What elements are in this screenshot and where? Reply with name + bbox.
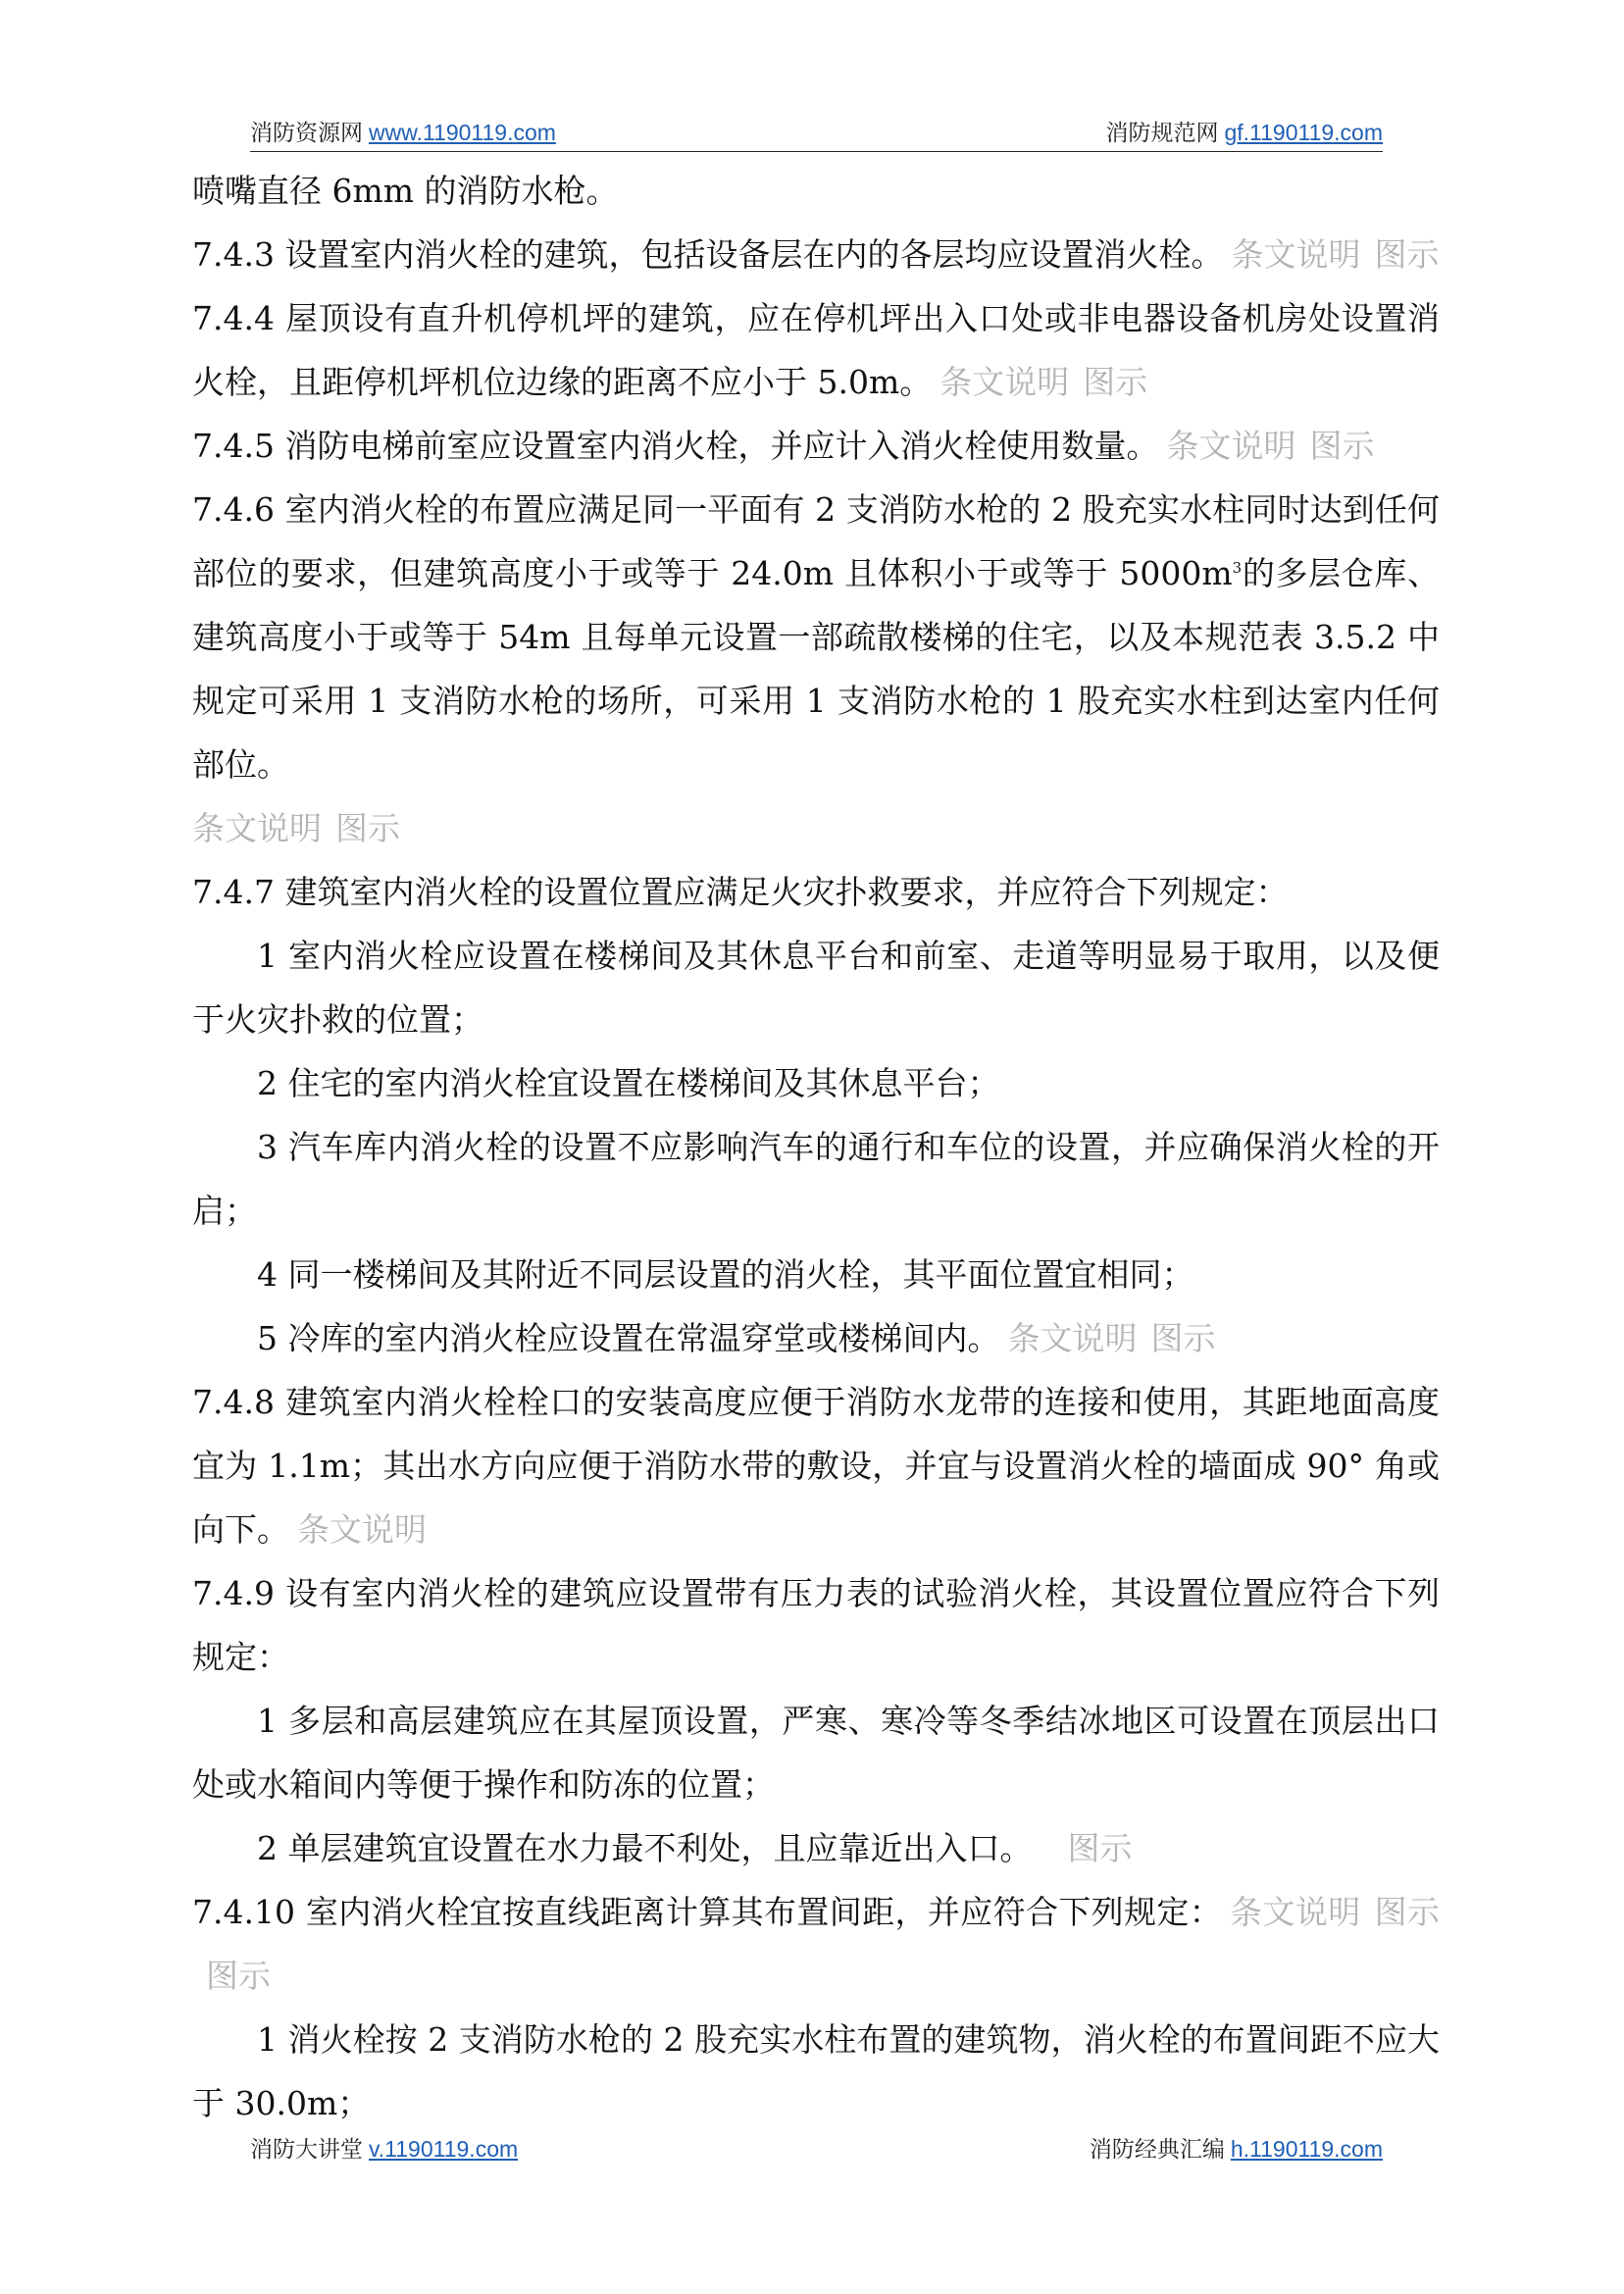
clause-7-4-10-item-1: 1 消火栓按 2 支消防水枪的 2 股充实水柱布置的建筑物，消火栓的布置间距不应大于 30.0m；	[192, 2020, 1440, 2122]
diagram-link[interactable]: 图示	[1083, 363, 1148, 401]
footer-right-link[interactable]: h.1190119.com	[1230, 2136, 1383, 2162]
diagram-link[interactable]: 图示	[1374, 1893, 1441, 1931]
diagram-link[interactable]: 图示	[1309, 427, 1375, 465]
explanation-link[interactable]: 条文说明	[192, 809, 322, 847]
clause-7-4-8: 7.4.8 建筑室内消火栓栓口的安装高度应便于消防水龙带的连接和使用，其距地面高度宜为 1.1m；其出水方向应便于消防水带的敷设，并宜与设置消火栓的墙面成 90° 角或向下。 条文说明	[192, 1383, 1440, 1549]
header-right	[1105, 118, 1383, 148]
clause-7-4-10: 7.4.10 室内消火栓宜按直线距离计算其布置间距，并应符合下列规定： 条文说明 图示图示	[192, 1893, 1441, 1995]
clause-7-4-5: 7.4.5 消防电梯前室应设置室内消火栓，并应计入消火栓使用数量。 条文说明 图示	[192, 427, 1375, 465]
page-header	[250, 118, 1383, 152]
footer-left-site-name: 消防大讲堂	[250, 2137, 363, 2163]
diagram-link[interactable]: 图示	[1374, 235, 1440, 274]
page-footer	[250, 2134, 1383, 2167]
diagram-link[interactable]: 图示	[1150, 1319, 1216, 1357]
clause-7-4-9-item-1: 1 多层和高层建筑应在其屋顶设置，严寒、寒冷等冬季结冰地区可设置在顶层出口处或水箱间内等便于操作和防冻的位置；	[192, 1702, 1440, 1804]
paragraph-continuation: 喷嘴直径 6mm 的消防水枪。	[192, 172, 619, 210]
footer-right-site-name: 消防经典汇编	[1089, 2137, 1225, 2163]
explanation-link[interactable]: 条文说明	[1007, 1319, 1138, 1357]
clause-7-4-9-item-2: 2 单层建筑宜设置在水力最不利处，且应靠近出入口。 图示	[257, 1829, 1133, 1867]
footer-left	[250, 2134, 518, 2165]
header-left	[250, 118, 556, 148]
explanation-link[interactable]: 条文说明	[1231, 235, 1361, 274]
clause-7-4-7-item-1: 1 室内消火栓应设置在楼梯间及其休息平台和前室、走道等明显易于取用，以及便于火灾扑救的位置；	[192, 937, 1440, 1039]
clause-7-4-7-item-5: 5 冷库的室内消火栓应设置在常温穿堂或楼梯间内。 条文说明 图示	[257, 1319, 1216, 1357]
footer-left-link[interactable]: v.1190119.com	[369, 2136, 519, 2162]
superscript-3: 3	[1232, 559, 1243, 577]
explanation-link[interactable]: 条文说明	[939, 363, 1070, 401]
diagram-link[interactable]: 图示	[335, 809, 400, 847]
header-right-link[interactable]: gf.1190119.com	[1224, 120, 1383, 145]
explanation-link[interactable]: 条文说明	[297, 1510, 427, 1549]
clause-7-4-3: 7.4.3 设置室内消火栓的建筑，包括设备层在内的各层均应设置消火栓。 条文说明 图示	[192, 235, 1440, 274]
clause-7-4-9: 7.4.9 设有室内消火栓的建筑应设置带有压力表的试验消火栓，其设置位置应符合下列规定：	[192, 1574, 1440, 1676]
diagram-link[interactable]: 图示	[1067, 1829, 1133, 1867]
header-right-site-name: 消防规范网	[1105, 121, 1219, 146]
footer-right	[1090, 2134, 1383, 2165]
explanation-link[interactable]: 条文说明	[1230, 1893, 1361, 1931]
clause-7-4-6: 7.4.6 室内消火栓的布置应满足同一平面有 2 支消防水枪的 2 股充实水柱同时达到任何部位的要求，但建筑高度小于或等于 24.0m 且体积小于或等于 $5000m^3$的多层仓库、建筑高度小于或等于 54m 且每单元设置一部疏散楼梯的住宅，以及本规范表 3.5.2 中规定可采用 1 支消防水枪的场所，可采用 1 支消防水枪的 1 股充实水柱到达室内任何部位。 条文说明 图示	[192, 490, 1441, 847]
header-left-site-name: 消防资源网	[250, 121, 363, 146]
clause-7-4-7-item-4: 4 同一楼梯间及其附近不同层设置的消火栓，其平面位置宜相同；	[257, 1255, 1194, 1294]
document-body	[192, 159, 1440, 2135]
clause-7-4-4: 7.4.4 屋顶设有直升机停机坪的建筑，应在停机坪出入口处或非电器设备机房处设置消火栓，且距停机坪机位边缘的距离不应小于 5.0m。 条文说明 图示	[192, 299, 1440, 401]
diagram-link[interactable]: 图示	[206, 1957, 271, 1995]
header-left-link[interactable]: www.1190119.com	[369, 120, 556, 145]
explanation-link[interactable]: 条文说明	[1166, 427, 1296, 465]
clause-7-4-7: 7.4.7 建筑室内消火栓的设置位置应满足火灾扑救要求，并应符合下列规定：	[192, 873, 1289, 911]
clause-7-4-7-item-3: 3 汽车库内消火栓的设置不应影响汽车的通行和车位的设置，并应确保消火栓的开启；	[192, 1128, 1440, 1230]
clause-7-4-7-item-2: 2 住宅的室内消火栓宜设置在楼梯间及其休息平台；	[257, 1064, 1000, 1102]
